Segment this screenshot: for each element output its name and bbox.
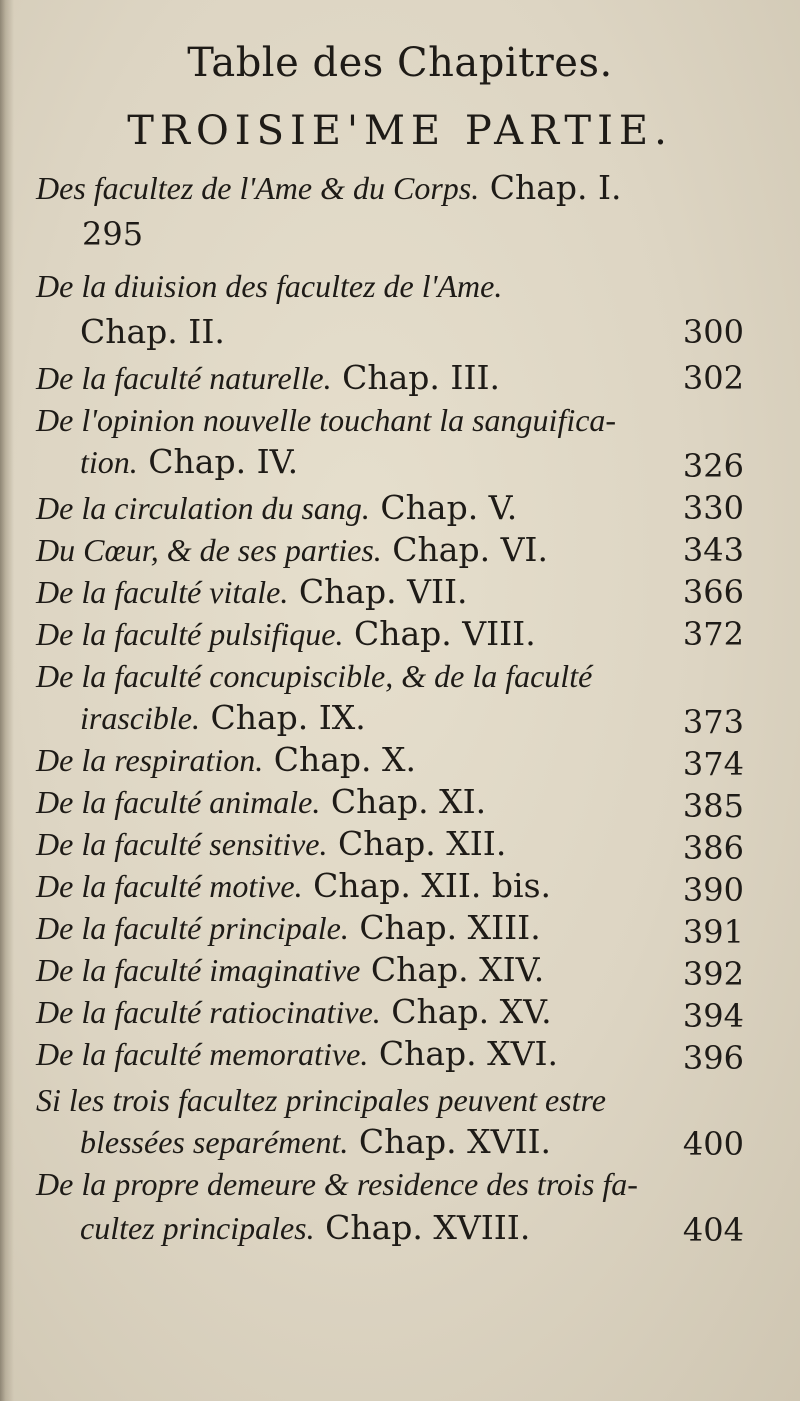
entry-chapter: Chap. VI.: [392, 530, 548, 569]
toc-entry-15: [36, 950, 544, 990]
entry-title: De la faculté imaginative: [36, 952, 361, 988]
entry-chapter: Chap. XIV.: [370, 950, 545, 989]
entry-chapter: Chap. X.: [273, 740, 417, 779]
toc-entry-3: [36, 358, 500, 398]
entry-chapter: Chap. XI.: [330, 782, 487, 821]
entry-title-line1: De la propre demeure & residence des trois fa-: [36, 1166, 638, 1202]
toc-entry-1: [36, 168, 622, 208]
part-title: TROISIE'ME PARTIE.: [127, 108, 673, 154]
entry-title: De la faculté principale.: [36, 910, 349, 946]
entry-page: 302: [682, 359, 744, 397]
entry-title: De la circulation du sang.: [36, 490, 370, 526]
entry-page: 396: [682, 1039, 744, 1077]
toc-entry-9: [36, 656, 592, 696]
entry-page: 300: [682, 313, 744, 351]
entry-title: De la faculté motive.: [36, 868, 303, 904]
entry-page: 390: [682, 871, 744, 909]
entry-page: 400: [682, 1125, 744, 1163]
running-header: Table des Chapitres.: [187, 40, 613, 86]
entry-chapter: Chap. XVI.: [378, 1034, 558, 1073]
entry-continuation: [80, 442, 298, 482]
toc-entry-12: [36, 824, 506, 864]
toc-entry-11: [36, 782, 486, 822]
entry-chapter: Chap. II.: [80, 312, 225, 351]
toc-entry-5: [36, 488, 517, 528]
entry-page: 385: [682, 787, 744, 825]
entry-chapter: Chap. VIII.: [354, 614, 536, 653]
entry-title: De la faculté animale.: [36, 784, 321, 820]
entry-page: 374: [682, 745, 744, 783]
entry-page: 386: [682, 829, 744, 867]
entry-page: 295: [82, 215, 144, 253]
entry-title-line1: De la faculté concupiscible, & de la faculté: [36, 658, 593, 694]
toc-entry-6: [36, 530, 548, 570]
entry-page: 404: [682, 1211, 744, 1249]
entry-title-line2: irascible.: [80, 700, 200, 736]
entry-chapter: Chap. XII.: [337, 824, 507, 863]
toc-entry-7: [36, 572, 468, 612]
entry-page: 392: [682, 955, 744, 993]
entry-page: 366: [682, 573, 744, 611]
entry-title: De la faculté memorative.: [36, 1036, 369, 1072]
entry-page: 373: [682, 703, 744, 741]
toc-entry-17: [36, 1034, 558, 1074]
entry-title: De la faculté vitale.: [36, 574, 289, 610]
entry-continuation: [80, 1208, 530, 1248]
entry-chapter: Chap. I.: [489, 168, 622, 207]
entry-page: 394: [682, 997, 744, 1035]
toc-entry-10: [36, 740, 416, 780]
entry-chapter: Chap. V.: [380, 488, 518, 527]
entry-chapter: Chap. XII. bis.: [313, 866, 552, 905]
entry-page: 372: [682, 615, 744, 653]
entry-page: 326: [682, 447, 744, 485]
entry-chapter-row: [80, 312, 225, 352]
toc-entry-2: [36, 266, 502, 306]
entry-title: Des facultez de l'Ame & du Corps.: [36, 170, 480, 206]
entry-title-line1: De l'opinion nouvelle touchant la sanguifica-: [36, 402, 617, 438]
entry-title: De la faculté naturelle.: [36, 360, 332, 396]
entry-chapter: Chap. III.: [342, 358, 501, 397]
entry-chapter: Chap. VII.: [298, 572, 468, 611]
entry-title: De la diuision des facultez de l'Ame.: [36, 268, 503, 304]
toc-entry-19: [36, 1164, 638, 1204]
entry-page: 330: [682, 489, 744, 527]
entry-title: De la faculté sensitive.: [36, 826, 328, 862]
entry-title-line1: Si les trois facultez principales peuvent estre: [36, 1082, 606, 1118]
entry-title: De la faculté ratiocinative.: [36, 994, 381, 1030]
entry-chapter: Chap. IV.: [148, 442, 299, 481]
entry-title: De la faculté pulsifique.: [36, 616, 344, 652]
entry-page: 343: [682, 531, 744, 569]
toc-entry-13: [36, 866, 551, 906]
entry-title: De la respiration.: [36, 742, 264, 778]
entry-page: 391: [682, 913, 744, 951]
entry-title-line2: blessées separément.: [80, 1124, 349, 1160]
entry-chapter: Chap. XVII.: [358, 1122, 552, 1161]
entry-title: Du Cœur, & de ses parties.: [36, 532, 382, 568]
toc-entry-14: [36, 908, 541, 948]
entry-continuation: [80, 698, 366, 738]
toc-entry-18: [36, 1080, 606, 1120]
entry-title-line2: tion.: [80, 444, 138, 480]
entry-continuation: [80, 1122, 551, 1162]
entry-chapter: Chap. XIII.: [359, 908, 541, 947]
entry-title-line2: cultez principales.: [80, 1210, 315, 1246]
entry-chapter: Chap. XV.: [391, 992, 552, 1031]
entry-chapter: Chap. XVIII.: [325, 1208, 531, 1247]
toc-entry-8: [36, 614, 536, 654]
toc-entry-16: [36, 992, 552, 1032]
entry-chapter: Chap. IX.: [210, 698, 366, 737]
toc-entry-4: [36, 400, 616, 440]
